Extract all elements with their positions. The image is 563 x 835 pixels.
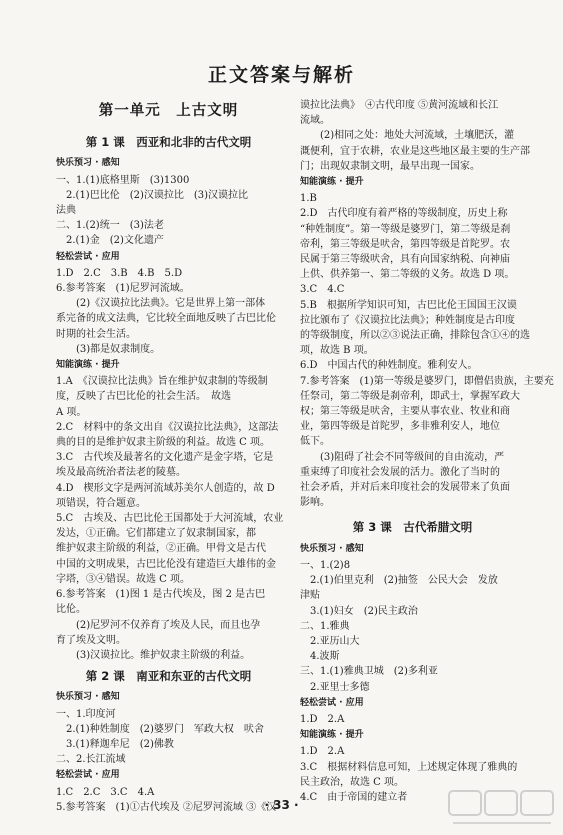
answer-line: (2)《汉谟拉比法典》。它是世界上第一部体	[76, 298, 266, 310]
section-heading: 轻松尝试 · 应用	[56, 251, 120, 262]
answer-line: 影响。	[300, 497, 330, 509]
answer-line: 1.A 《汉谟拉比法典》旨在维护奴隶制的等级制	[56, 376, 268, 388]
answer-line: 3.(1)释迦牟尼 (2)佛教	[66, 738, 174, 750]
answer-line: 比伦。	[56, 604, 86, 616]
answer-line: 7.参考答案 (1)第一等级是婆罗门，即僧侣贵族，主要充	[300, 375, 554, 387]
lesson-2-title: 第 2 课 南亚和东亚的古代文明	[85, 669, 252, 684]
answer-line: 谟拉比法典》 ④古代印度 ⑤黄河流域和长江	[300, 100, 499, 111]
answer-line: 6.D 中国古代的种姓制度。雅利安人。	[300, 360, 478, 372]
answer-line: 1.C 2.C 3.C 4.A	[56, 786, 155, 798]
lesson-2-answers	[56, 690, 281, 815]
answer-line: 二、1.雅典	[300, 620, 350, 632]
section-heading: 轻松尝试 · 应用	[56, 770, 120, 781]
answer-line: 权；第三等级是吠舍，主要从事农业、牧业和商	[300, 406, 510, 418]
section-heading: 轻松尝试 · 应用	[300, 697, 364, 708]
lesson-3-answers	[300, 542, 525, 805]
answer-line: 2.C 材料中的条文出自《汉谟拉比法典》，这部法	[56, 421, 279, 433]
answer-line: 典的目的是维护奴隶主阶级的利益。故选 C 项。	[56, 437, 271, 449]
section-heading: 快乐预习 · 感知	[300, 543, 364, 554]
section-heading: 快乐预习 · 感知	[56, 158, 120, 169]
answer-line: 2.(1)巴比伦 (2)汉谟拉比 (3)汉谟拉比	[66, 189, 249, 201]
answer-line: 3.(1)妇女 (2)民主政治	[310, 605, 418, 617]
answer-line: 上供、供养第一、第二等级的义务。故选 D 项。	[300, 269, 515, 281]
answer-line: 2.(1)伯里克利 (2)抽签 公民大会 发放	[310, 575, 498, 587]
answer-line: 二、2.长江流域	[56, 754, 126, 766]
answer-line: 2.(1)种姓制度 (2)婆罗门 军政大权 吠舍	[66, 723, 264, 735]
answer-line: 一、1.(2)8	[300, 559, 351, 571]
answer-line: 门；出现奴隶制文明，最早出现一国家。	[300, 160, 480, 172]
answer-line: “种姓制度”。第一等级是婆罗门，第二等级是刹	[300, 223, 511, 235]
lesson-1-answers	[56, 156, 284, 663]
answer-line: 6.参考答案 (1)图 1 是古代埃及，图 2 是古巴	[56, 589, 266, 601]
answer-line: 3.C 4.C	[300, 284, 345, 296]
answer-line: 1.D 2.C 3.B 4.B 5.D	[56, 267, 183, 279]
answer-line: 字塔，③④错误。故选 C 项。	[56, 573, 191, 585]
unit-title: 第一单元 上古文明	[98, 103, 239, 119]
section-heading: 知能演练 · 提升	[300, 730, 364, 741]
answer-line: 育了埃及文明。	[56, 634, 126, 646]
section-heading: 知能演练 · 提升	[300, 177, 364, 188]
answer-line: 1.B	[300, 193, 317, 205]
answer-line: 一、1.印度河	[56, 708, 116, 720]
answer-line: 发达，①正确。它们都建立了奴隶制国家，都	[56, 528, 256, 540]
answer-line: 6.参考答案 (1)尼罗河流域。	[56, 283, 190, 295]
answer-line: 津贴	[300, 590, 320, 602]
watermark-logo	[447, 787, 557, 831]
answer-line: A 项。	[56, 406, 87, 418]
answer-line: 度，反映了古巴比伦的社会生活。 故选	[56, 391, 231, 403]
answer-line: 2.(1)金 (2)文化遗产	[66, 235, 164, 247]
answer-line: 中国的文明成果，古巴比伦没有建造巨大雄伟的金	[56, 558, 276, 570]
answer-line: (3)阻碍了社会不同等级间的自由流动，严	[320, 451, 505, 463]
answer-line: (3)汉谟拉比。维护奴隶主阶级的利益。	[76, 649, 251, 661]
answer-line: 5.参考答案 (1)①古代埃及 ②尼罗河流域 ③《汉	[56, 801, 277, 813]
lesson-2-answers-continued	[300, 98, 554, 510]
answer-line: 任祭司，第二等级是刹帝利，即武士，掌握军政大	[300, 390, 520, 402]
watermark-graphic	[447, 787, 557, 831]
answer-line: 系完备的成文法典，它比较全面地反映了古巴比伦	[56, 313, 276, 325]
answer-line: 一、1.(1)底格里斯 (3)1300	[56, 174, 190, 186]
answer-line: 埃及最高统治者法老的陵墓。	[56, 467, 186, 479]
answer-line: 2.亚历山大	[310, 635, 360, 647]
answer-line: 民主政治，故选 C 项。	[300, 776, 405, 788]
section-heading: 快乐预习 · 感知	[56, 692, 120, 703]
answer-line: 帝利，第三等级是吠舍，第四等级是首陀罗。农	[300, 238, 510, 250]
answer-line: 二、1.(2)统一 (3)法老	[56, 220, 164, 232]
answer-line: 项错误，符合题意。	[56, 497, 146, 509]
answer-line: (2)尼罗河不仅养育了埃及人民，而且也孕	[76, 619, 261, 631]
answer-line: 4.D 楔形文字是两河流域苏美尔人创造的，故 D	[56, 482, 275, 494]
answer-line: 2.D 古代印度有着严格的等级制度，历史上称	[300, 208, 508, 220]
answer-line: (2)相同之处：地处大河流域，土壤肥沃，灌	[320, 130, 515, 142]
answer-line: 项，故选 B 项。	[300, 345, 374, 357]
answer-line: 5.B 根据所学知识可知，古巴比伦王国国王汉谟	[300, 299, 517, 311]
lesson-3-title: 第 3 课 古代希腊文明	[352, 520, 473, 535]
answer-line: 4.波斯	[310, 651, 340, 663]
answer-line: 1.D 2.A	[300, 746, 345, 758]
page-number: · 33 ·	[264, 798, 299, 812]
answer-line: 溉便利，宜于农耕，农业是这些地区最主要的生产部	[300, 145, 530, 157]
right-column	[300, 98, 554, 805]
answer-line: 5.C 古埃及、古巴比伦王国都处于大河流域，农业	[56, 513, 284, 525]
answer-line: 三、1.(1)雅典卫城 (2)多利亚	[300, 666, 438, 678]
answer-line: 2.亚里士多德	[310, 681, 370, 693]
answer-line: (3)都是奴隶制度。	[76, 343, 161, 355]
answer-line: 的等级制度，所以②③说法正确，排除包含①④的选	[300, 330, 530, 342]
section-heading: 知能演练 · 提升	[56, 360, 120, 371]
answer-line: 时期的社会生活。	[56, 328, 136, 340]
answer-line: 低下。	[300, 436, 330, 448]
answer-line: 流域。	[300, 115, 330, 127]
answer-line: 重束缚了印度社会发展的活力。激化了当时的	[300, 466, 500, 478]
answer-line: 4.C 由于帝国的建立者	[300, 791, 408, 803]
answer-line: 维护奴隶主阶级的利益，②正确。甲骨文是古代	[56, 543, 266, 555]
page-title: 正文答案与解析	[207, 64, 355, 86]
answer-line: 法典	[56, 205, 76, 217]
answer-line: 社会矛盾，并对后来印度社会的发展带来了负面	[300, 482, 510, 494]
answer-line: 1.D 2.A	[300, 713, 345, 725]
answer-line: 3.C 根据材料信息可知，上述规定体现了雅典的	[300, 761, 518, 773]
answer-line: 业，第四等级是首陀罗，多非雅利安人，地位	[300, 421, 500, 433]
answer-line: 民属于第三等级吠舍，具有向国家纳税、向神庙	[300, 254, 510, 266]
answer-line: 3.C 古代埃及最著名的文化遗产是金字塔，它是	[56, 452, 274, 464]
lesson-1-title: 第 1 课 西亚和北非的古代文明	[85, 135, 252, 150]
answer-line: 拉比颁布了《汉谟拉比法典》；种姓制度是古印度	[300, 314, 515, 326]
